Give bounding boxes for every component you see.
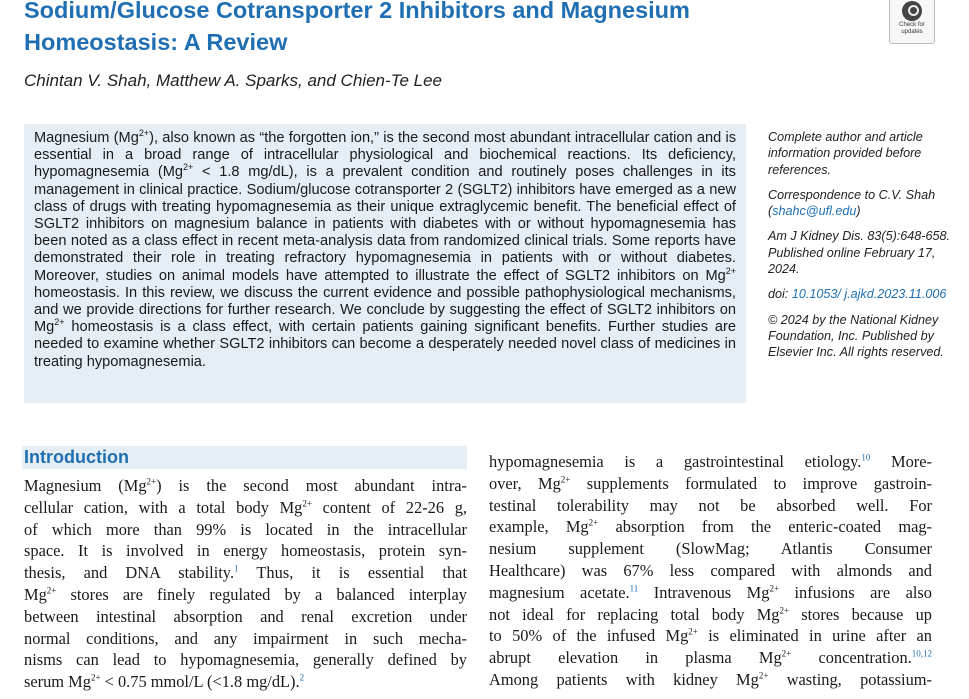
text-line: of which more than 99% is located in the intracellular (24, 519, 467, 539)
text-line: abrupt elevation in plasma $Mg^{2+}$ concentration.$^{10,12}$ (489, 648, 932, 668)
text-line: thesis, and DNA stability.$^1$ Thus, it is essential that (24, 563, 467, 583)
text-line: space. It is involved in energy homeostasis, protein syn- (24, 541, 467, 561)
section-heading (22, 446, 467, 469)
journal-citation: Am J Kidney Dis. 83(5):648-658. Published online February 17, 2024. (768, 229, 950, 277)
text-line: Magnesium $(Mg^{2+})$ is the second most abundant intra- (24, 476, 468, 495)
citation-ref[interactable]: 10 (861, 452, 871, 463)
doi: doi: 10.1053/ j.ajkd.2023.11.006 (768, 287, 947, 302)
text-line: hypomagnesemia is a gastrointestinal etiology.$^{10}$ More- (489, 452, 932, 471)
check-for-updates-badge[interactable] (889, 0, 935, 44)
text-line: between intestinal absorption and renal excretion under (24, 606, 467, 626)
text-line: example, $Mg^{2+}$ absorption from the enteric-coated mag- (489, 517, 933, 537)
abstract-text: Magnesium $(Mg^{2+})$, also known as “the forgotten ion,” is the second most abundant intracellular cation and is essential in a broad range of intracellular physiological and biochemical reactions. Its deficiency, hypomagnesemia ($Mg^{2+} < 1.8$ mg/dL), is a prevalent condition and routinely poses challenges in its management in clinical practice. Sodium/glucose cotransporter 2 (SGLT2) inhibitors have emerged as a new class of drugs with treating hypomagnesemia as their unique extraglycemic benefit. The beneficial effect of SGLT2 inhibitors on magnesium balance in patients with diabetes with or without hypomagnesemia has been noted as a class effect in recent meta-analysis data from randomized clinical trials. Some reports have demonstrated their role in treating refractory hypomagnesemia in patients with or without diabetes. Moreover, studies on animal models have attempted to illustrate the effect of SGLT2 inhibitors on $Mg^{2+}$ homeostasis. In this review, we discuss the current evidence and possible pathophysiological mechanisms, and we provide directions for further research. We conclude by suggesting the effect of SGLT2 inhibitors on $Mg^{2+}$ homeostasis is a class effect, with certain patients gaining significant benefits. Further studies are needed to examine whether SGLT2 inhibitors can become a desperately needed novel class of medicines in treating hypomagnesemia. (34, 128, 736, 370)
text-line: nisms can lead to hypomagnesemia, generally defined by (24, 650, 467, 670)
author-list: Chintan V. Shah, Matthew A. Sparks, and Chien-Te Lee (24, 71, 443, 90)
text-line: serum $Mg^{2+} < 0.75$ mmol/L (<1.8 mg/dL).$^2$ (24, 672, 305, 692)
text-line: Healthcare) was 67% less compared with almonds and (489, 560, 932, 580)
text-line: normal conditions, and any impairment in such mecha- (24, 628, 467, 648)
section-heading-text: Introduction (24, 447, 129, 467)
citation-ref[interactable]: 2 (299, 672, 305, 683)
text-line: Among patients with kidney $Mg^{2+}$ wasting, potassium- (489, 669, 933, 689)
correspondence: Correspondence to C.V. Shah (shahc@ufl.edu) (768, 187, 936, 219)
text-line: not ideal for replacing total body $Mg^{2+}$ stores because up (489, 604, 932, 624)
citation-ref[interactable]: 1 (234, 563, 239, 574)
text-line: to 50% of the infused $Mg^{2+}$ is eliminated in urine after an (489, 626, 932, 646)
abstract-box (24, 124, 746, 403)
article-title: Sodium/Glucose Cotransporter 2 Inhibitors and Magnesium Homeostasis: A Review (24, 0, 690, 55)
text-line: nesium supplement (SlowMag; Atlantis Consumer (489, 539, 932, 559)
badge-line-2: updates (901, 29, 923, 35)
citation-ref[interactable]: 10,12 (911, 648, 932, 659)
copyright: © 2024 by the National Kidney Foundation, Inc. Published by Elsevier Inc. All rights reserved. (768, 312, 944, 360)
text-line: cellular cation, with a total body $Mg^{2+}$ content of 22-26 g, (24, 497, 467, 517)
citation-ref[interactable]: 11 (629, 583, 639, 594)
text-line: magnesium acetate.$^{11}$ Intravenous $Mg^{2+}$ infusions are also (489, 582, 932, 602)
doi-link[interactable]: 10.1053/ j.ajkd.2023.11.006 (791, 287, 947, 302)
check-updates-icon (902, 1, 922, 21)
text-line: over, $Mg^{2+}$ supplements formulated to improve gastroin- (489, 473, 932, 493)
text-line: testinal tolerability may not be absorbed well. For (489, 495, 932, 515)
author-info-note: Complete author and article information provided before references. (768, 130, 923, 177)
correspondence-email-link[interactable]: shahc@ufl.edu (772, 204, 857, 219)
right-column (489, 451, 932, 691)
article-info-sidebar (768, 129, 963, 370)
text-line: $Mg^{2+}$ stores are finely regulated by a balanced interplay (24, 584, 467, 604)
left-column (24, 475, 467, 693)
badge-line-1: Check for (899, 22, 925, 28)
